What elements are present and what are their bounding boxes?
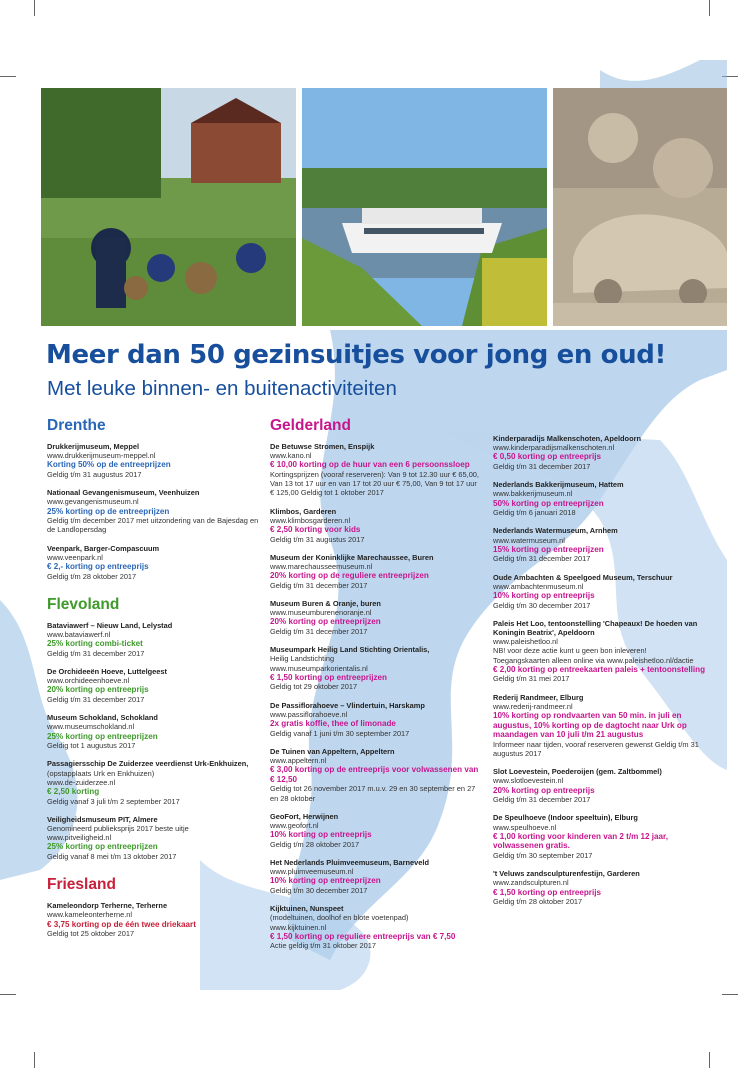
entry-offer: 20% korting op de reguliere entreeprijzen	[270, 571, 429, 581]
entry-name: Kameleondorp Terherne, Terherne	[47, 901, 168, 911]
region-title-friesland: Friesland	[47, 876, 116, 894]
entry-website: www.orchideeenhoeve.nl	[47, 676, 130, 686]
entry-validity: Geldig vanaf 8 mei t/m 13 oktober 2017	[47, 852, 177, 862]
entry-validity: Kortingsprijzen (vooraf reserveren): Van 9 tot 12.30 uur € 65,00, Van 13 tot 17 uur en van 17 tot 20 uur € 75,00, Van 9 tot 17 uur € 125,00 Geldig tot 1 oktober 2017	[270, 470, 479, 498]
listing-entry	[270, 747, 480, 803]
entry-name: De Tuinen van Appeltern, Appeltern	[270, 746, 395, 756]
entry-validity: Geldig vanaf 1 juni t/m 30 september 2017	[270, 728, 410, 738]
entry-name: Drukkerijmuseum, Meppel	[47, 442, 140, 451]
entry-name: Nederlands Bakkerijmuseum, Hattem	[493, 480, 624, 490]
listing-entry	[47, 621, 262, 658]
column-left	[47, 417, 262, 947]
entry-name: Museum der Koninklijke Marechaussee, Buren	[270, 552, 434, 562]
entry-offer: € 1,50 korting op entreeprijzen	[270, 672, 387, 682]
entry-website: www.museumparkorientalis.nl	[270, 663, 368, 673]
entry-detail: Heilig Landstichting	[270, 654, 335, 664]
entry-validity: Geldig t/m 31 mei 2017	[493, 674, 570, 684]
entry-name: 't Veluws zandsculpturenfestijn, Garderen	[493, 869, 640, 879]
headline: Meer dan 50 gezinsuitjes voor jong en oud!	[46, 340, 666, 370]
listing-entry	[47, 815, 262, 861]
entry-validity: Geldig t/m 31 december 2017	[493, 554, 591, 564]
entry-website: www.zandsculpturen.nl	[493, 878, 569, 888]
region-title-flevoland: Flevoland	[47, 595, 120, 613]
entry-validity: Geldig t/m 31 augustus 2017	[47, 470, 142, 479]
entry-website: www.paleishetloo.nl	[493, 637, 558, 647]
entry-validity: Geldig t/m 30 december 2017	[493, 600, 591, 610]
region-title-drenthe: Drenthe	[47, 417, 106, 434]
entry-website: www.gevangenismuseum.nl	[47, 497, 139, 507]
entry-offer: € 2,00 korting op entreekaarten paleis + tentoonstelling	[493, 664, 706, 674]
listing-entry	[270, 904, 480, 950]
entry-detail: (opstapplaats Urk en Enkhuizen)	[47, 768, 155, 778]
listing-entry	[493, 813, 711, 860]
entry-website: www.kameleonterherne.nl	[47, 910, 133, 920]
entry-website: www.geofort.nl	[270, 821, 319, 831]
listing-entry	[493, 619, 711, 684]
listing-entry	[47, 667, 262, 704]
entry-website: www.museumschokland.nl	[47, 722, 135, 732]
entry-offer: € 2,- korting op entreeprijs	[47, 562, 149, 572]
entry-name: Rederij Randmeer, Elburg	[493, 692, 584, 702]
listing-entry	[493, 526, 711, 563]
entry-validity: Geldig tot 1 augustus 2017	[47, 741, 136, 751]
entry-name: Museum Schokland, Schokland	[47, 713, 158, 723]
entry-offer: Korting 50% op de entreeprijzen	[47, 460, 171, 470]
entry-validity: Geldig t/m 31 december 2017	[270, 580, 368, 590]
entry-name: Oude Ambachten & Speelgoed Museum, Terschuur	[493, 572, 673, 582]
entry-website: www.watermuseum.nl	[493, 535, 565, 545]
entry-name: De Speulhoeve (Indoor speeltuin), Elburg	[493, 813, 638, 823]
entry-offer: 10% korting op entreeprijs	[270, 830, 372, 840]
entry-validity: Geldig tot 29 oktober 2017	[270, 682, 358, 692]
entry-offer: 15% korting op entreeprijzen	[493, 544, 604, 554]
listing-entry	[270, 858, 480, 895]
listing-entry	[493, 434, 711, 471]
entry-website: www.ambachtenmuseum.nl	[493, 581, 584, 591]
entry-website: www.bataviawerf.nl	[47, 630, 111, 640]
entry-detail: NB! voor deze actie kunt u geen bon inleveren!	[493, 646, 647, 656]
entry-validity: Geldig tot 26 november 2017 m.u.v. 29 en 30 september en 27 en 28 oktober	[270, 784, 476, 803]
entry-name: Veenpark, Barger-Compascuum	[47, 543, 160, 553]
entry-validity: Actie geldig t/m 31 oktober 2017	[270, 941, 376, 951]
entry-validity: Geldig vanaf 3 juli t/m 2 september 2017	[47, 796, 180, 806]
listing-entry	[270, 599, 480, 636]
entry-validity: Geldig t/m 30 december 2017	[270, 886, 368, 896]
photo-image	[41, 88, 296, 326]
entry-validity: Geldig t/m december 2017 met uitzondering van de Bajesdag en de Landlopersdag	[47, 516, 259, 535]
listing-entry	[493, 693, 711, 759]
entry-offer: 10% korting op entreeprijs	[493, 591, 595, 601]
entry-name: Veiligheidsmuseum PIT, Almere	[47, 814, 158, 824]
entry-offer: € 1,50 korting op reguliere entreeprijs van € 7,50	[270, 931, 456, 941]
entry-detail: (modeltuinen, doolhof en blote voetenpad)	[270, 913, 409, 923]
listing-entry	[493, 480, 711, 517]
photo-image	[553, 88, 727, 326]
column-middle	[270, 417, 480, 960]
entry-offer: 25% korting op de entreeprijzen	[47, 506, 170, 516]
entry-name: Bataviawerf – Nieuw Land, Lelystad	[47, 620, 173, 630]
entry-validity: Geldig t/m 31 december 2017	[270, 627, 368, 637]
entry-website: www.rederij-randmeer.nl	[493, 701, 573, 711]
entry-website: www.de-zuiderzee.nl	[47, 777, 116, 787]
entry-name: Het Nederlands Pluimveemuseum, Barneveld	[270, 858, 429, 868]
listing-entry	[47, 442, 262, 479]
entry-validity: Geldig t/m 28 oktober 2017	[47, 571, 137, 581]
photo-sand-car	[553, 88, 727, 326]
entry-name: Slot Loevestein, Poederoijen (gem. Zaltbommel)	[493, 767, 662, 777]
entry-offer: € 2,50 korting	[47, 787, 100, 797]
entry-website: www.pluimveemuseum.nl	[270, 867, 354, 877]
entry-website: www.kano.nl	[270, 451, 312, 461]
entry-name: Nederlands Watermuseum, Arnhem	[493, 526, 618, 536]
entry-validity: Informeer naar tijden, vooraf reserveren gewenst Geldig t/m 31 augustus 2017	[493, 739, 699, 759]
entry-name: De Passiflorahoeve – Vlindertuin, Harskamp	[270, 700, 425, 710]
entry-offer: 20% korting op entreeprijs	[493, 785, 595, 795]
listing-entry	[270, 701, 480, 738]
entry-offer: 25% korting op entreeprijzen	[47, 842, 158, 852]
entry-validity: Geldig t/m 31 december 2017	[47, 648, 145, 658]
listing-entry	[47, 544, 262, 581]
subheadline: Met leuke binnen- en buitenactiviteiten	[47, 377, 397, 400]
entry-name: Museum Buren & Oranje, buren	[270, 599, 381, 609]
listing-entry	[493, 767, 711, 804]
entry-website: www.kinderparadijsmalkenschoten.nl	[493, 443, 615, 453]
entry-offer: 20% korting op entreeprijs	[47, 685, 149, 695]
entry-website: www.veenpark.nl	[47, 552, 103, 562]
entry-offer: € 1,00 korting voor kinderen van 2 t/m 12 jaar, volwassenen gratis.	[493, 831, 668, 851]
listing-entry	[47, 901, 262, 938]
listing-entry	[270, 442, 480, 498]
entry-website: www.appeltern.nl	[270, 756, 327, 766]
entry-offer: 10% korting op entreeprijzen	[270, 876, 381, 886]
entry-validity: Geldig tot 25 oktober 2017	[47, 929, 135, 939]
entry-name: Kinderparadijs Malkenschoten, Apeldoorn	[493, 434, 641, 443]
entry-offer: 10% korting op rondvaarten van 50 min. in juli en augustus, 10% korting op de dagtocht naar Urk op maandagen van 10 juli t/m 21 augustus	[493, 711, 687, 740]
photo-river-boat	[302, 88, 547, 326]
entry-offer: 25% korting combi-ticket	[47, 639, 143, 649]
listing-entry	[270, 645, 480, 691]
entry-offer: € 0,50 korting op entreeprijs	[493, 452, 601, 462]
entry-offer: € 3,00 korting op de entreeprijs voor volwassenen van € 12,50	[270, 765, 479, 784]
entry-website: www.pitveiligheid.nl	[47, 833, 112, 843]
listing-entry	[493, 573, 711, 610]
entry-website: www.marechausseemuseum.nl	[270, 562, 373, 572]
listing-entry	[270, 507, 480, 544]
entry-validity: Geldig t/m 28 oktober 2017	[270, 839, 360, 849]
entry-name: Kijktuinen, Nunspeet	[270, 904, 344, 914]
listing-entry	[270, 553, 480, 590]
photo-police-kids	[41, 88, 296, 326]
region-title-gelderland: Gelderland	[270, 417, 351, 434]
entry-offer: 25% korting op entreeprijzen	[47, 731, 158, 741]
entry-validity: Geldig t/m 30 september 2017	[493, 851, 593, 861]
entry-website: www.klimbosgarderen.nl	[270, 515, 351, 525]
entry-validity: Geldig t/m 31 december 2017	[47, 695, 145, 705]
entry-website: www.museumburenenoranje.nl	[270, 608, 372, 618]
entry-website: www.passiflorahoeve.nl	[270, 709, 348, 719]
entry-offer: € 1,50 korting op entreeprijs	[493, 887, 601, 897]
entry-offer: € 2,50 korting voor kids	[270, 525, 361, 535]
entry-name: Nationaal Gevangenismuseum, Veenhuizen	[47, 488, 200, 498]
entry-name: Passagiersschip De Zuiderzee veerdienst Urk-Enkhuizen,	[47, 759, 249, 769]
entry-name: GeoFort, Herwijnen	[270, 811, 339, 821]
listing-entry	[47, 759, 262, 805]
entry-offer: € 10,00 korting op de huur van een 6 persoonssloep	[270, 460, 470, 470]
entry-offer: 20% korting op entreeprijzen	[270, 617, 381, 627]
entry-name: De Betuwse Stromen, Enspijk	[270, 442, 375, 451]
column-right	[493, 434, 711, 915]
entry-validity: Geldig t/m 31 augustus 2017	[270, 534, 365, 544]
listing-entry	[47, 713, 262, 750]
entry-validity: Geldig t/m 31 december 2017	[493, 462, 591, 471]
entry-validity: Geldig t/m 31 december 2017	[493, 795, 591, 805]
entry-detail: Toegangskaarten alleen online via www.paleishetloo.nl/dactie	[493, 655, 694, 665]
entry-website: www.drukkerijmuseum-meppel.nl	[47, 451, 156, 461]
entry-website: www.slotloevestein.nl	[493, 776, 564, 786]
entry-name: Museumpark Heilig Land Stichting Orientalis,	[270, 645, 430, 655]
entry-validity: Geldig t/m 28 oktober 2017	[493, 897, 583, 907]
entry-name: Paleis Het Loo, tentoonstelling 'Chapeaux! De hoeden van Koningin Beatrix', Apeldoorn	[493, 618, 698, 638]
photo-image	[302, 88, 547, 326]
entry-offer: € 3,75 korting op de één twee driekaart	[47, 919, 196, 929]
entry-name: Klimbos, Garderen	[270, 506, 337, 516]
listing-entry	[47, 488, 262, 534]
entry-offer: 50% korting op entreeprijzen	[493, 498, 604, 508]
entry-validity: Geldig t/m 6 januari 2018	[493, 508, 576, 518]
entry-detail: Genomineerd publieksprijs 2017 beste uitje	[47, 824, 189, 834]
entry-name: De Orchideeën Hoeve, Luttelgeest	[47, 667, 167, 677]
listing-entry	[270, 812, 480, 849]
entry-offer: 2x gratis koffie, thee of limonade	[270, 719, 396, 729]
entry-website: www.kijktuinen.nl	[270, 922, 327, 932]
entry-website: www.speulhoeve.nl	[493, 822, 557, 832]
entry-website: www.bakkerijmuseum.nl	[493, 489, 573, 499]
listing-entry	[493, 869, 711, 906]
photo-strip	[41, 88, 727, 326]
